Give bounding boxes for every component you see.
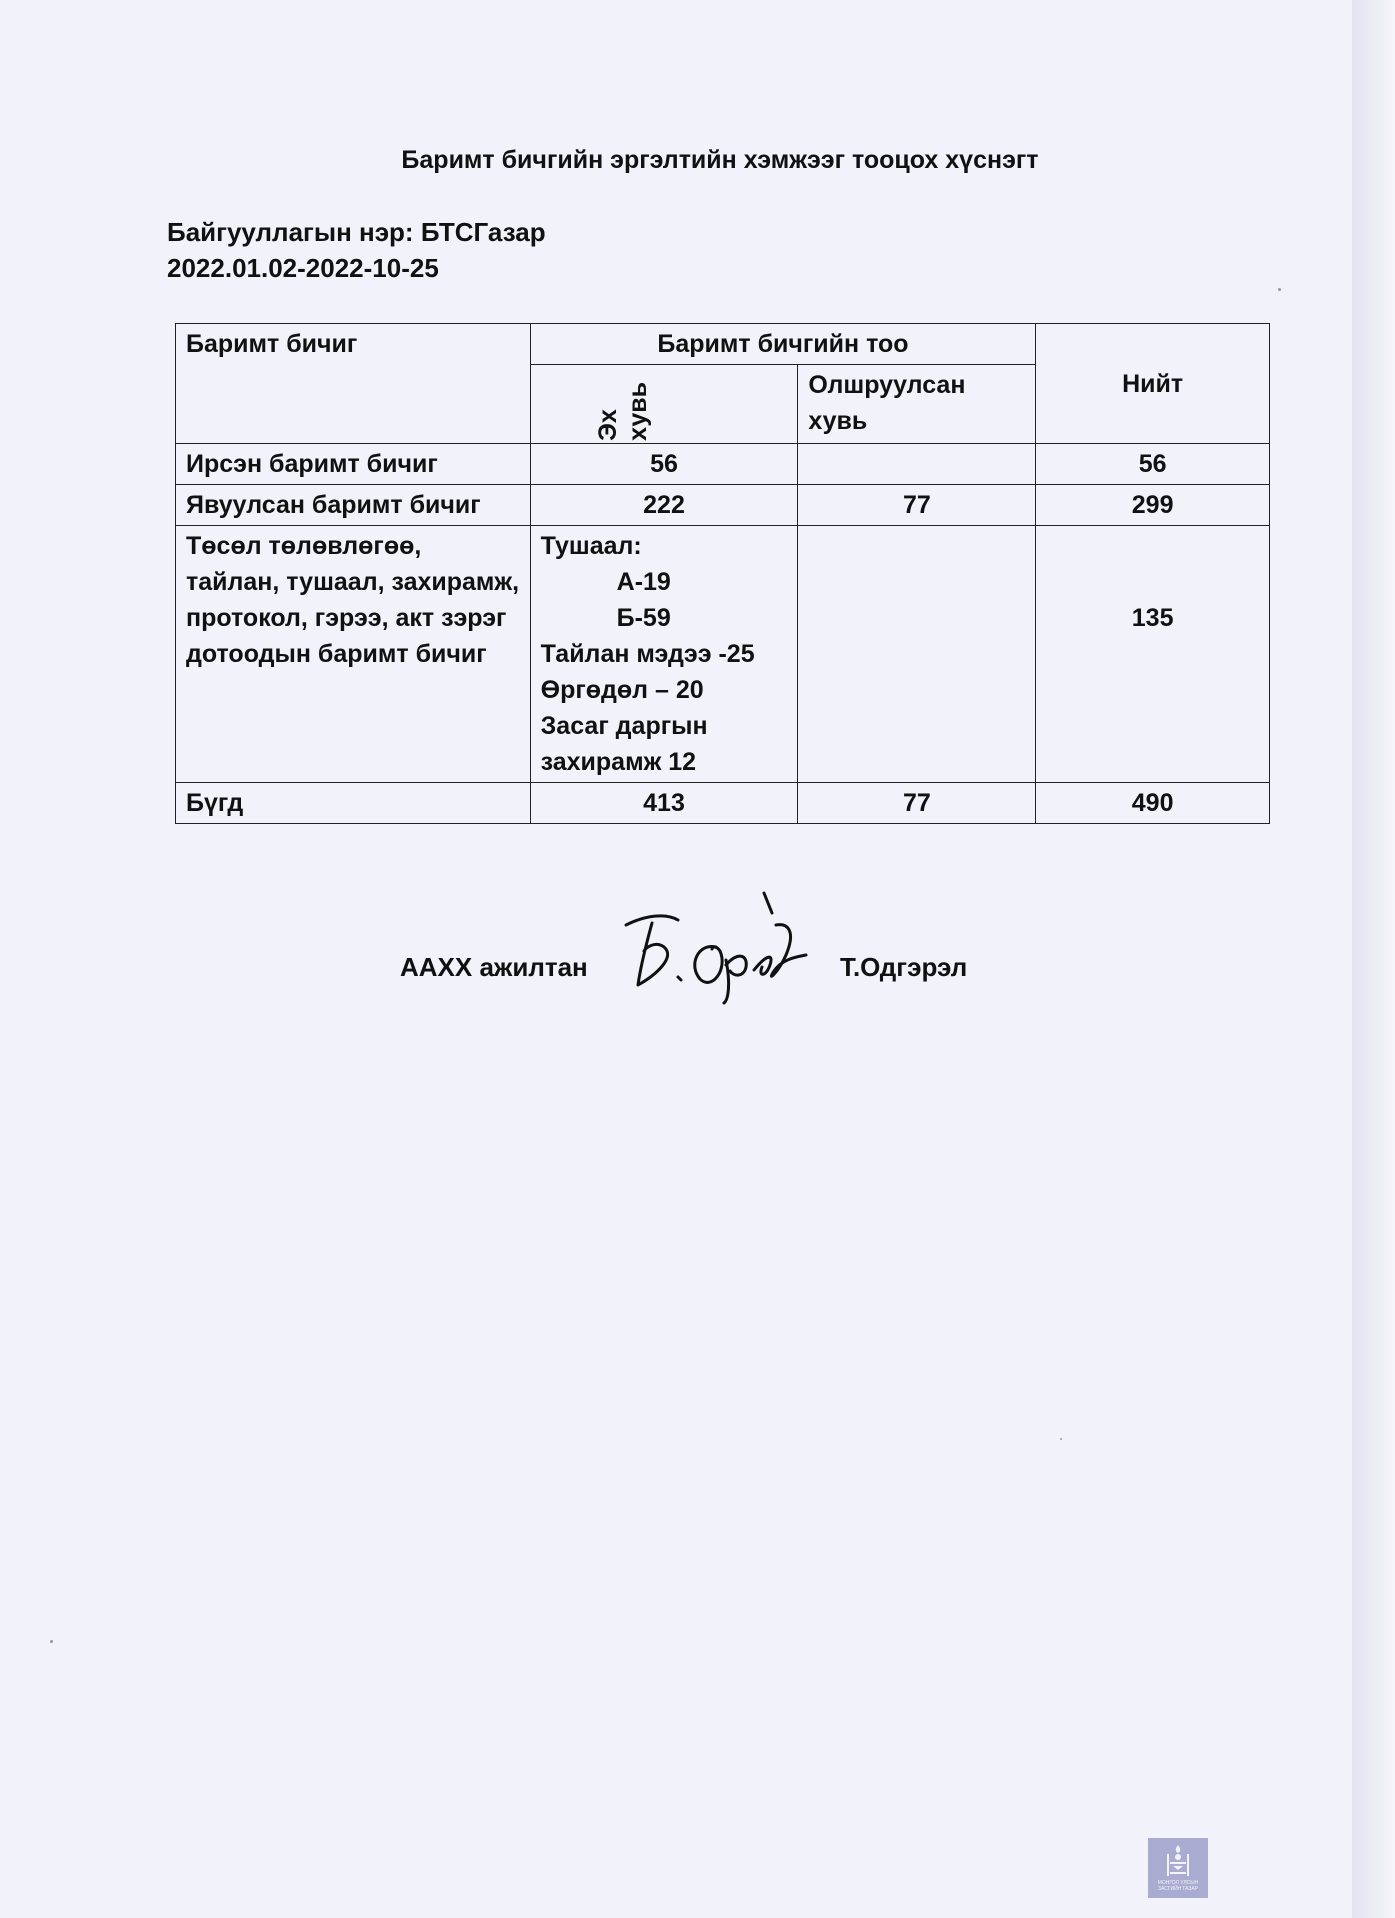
breakdown-item: Засаг даргын захирамж 12 <box>540 712 708 776</box>
header-document: Баримт бичиг <box>176 324 531 444</box>
row-total: 135 <box>1036 526 1270 783</box>
row-copies <box>798 526 1036 783</box>
row-total: 56 <box>1036 444 1270 485</box>
breakdown-heading: Тушаал: <box>540 532 642 560</box>
breakdown-item: Тайлан мэдээ -25 <box>540 640 755 668</box>
row-original: 222 <box>530 485 798 526</box>
row-breakdown <box>530 526 798 783</box>
row-original: 56 <box>530 444 798 485</box>
summary-total: 490 <box>1036 783 1270 824</box>
scan-speck <box>1278 288 1281 291</box>
summary-original: 413 <box>530 783 798 824</box>
handwritten-signature <box>616 885 816 1010</box>
row-label: Ирсэн баримт бичиг <box>176 444 531 485</box>
document-turnover-table <box>175 323 1270 824</box>
summary-copies: 77 <box>798 783 1036 824</box>
row-label: Төсөл төлөвлөгөө, тайлан, тушаал, захирамж, протокол, гэрээ, акт зэрэг дотоодын баримт бичиг <box>176 526 531 783</box>
header-copies: Олшруулсан хувь <box>798 365 1036 444</box>
organization-name: Байгууллагын нэр: БТСГазар <box>167 217 546 247</box>
row-copies: 77 <box>798 485 1036 526</box>
table-row <box>176 485 1270 526</box>
breakdown-item: Өргөдөл – 20 <box>540 676 704 704</box>
government-emblem-icon <box>1148 1838 1208 1898</box>
signer-name: Т.Одгэрэл <box>840 952 968 982</box>
scan-edge <box>1352 0 1395 1918</box>
header-original: Эх хувь <box>593 382 652 441</box>
table-header-row <box>176 324 1270 365</box>
row-copies <box>798 444 1036 485</box>
report-period: 2022.01.02-2022-10-25 <box>167 253 439 283</box>
row-label: Явуулсан баримт бичиг <box>176 485 531 526</box>
scan-speck <box>50 1640 53 1643</box>
header-total: Нийт <box>1036 324 1270 444</box>
header-count: Баримт бичгийн тоо <box>530 324 1036 365</box>
emblem-caption: МОНГОЛ УЛСЫН ЗАСГИЙН ГАЗАР <box>1157 1880 1199 1892</box>
document-title: Баримт бичгийн эргэлтийн хэмжээг тооцох хүснэгт <box>401 146 1039 174</box>
signer-role: ААХХ ажилтан <box>400 952 588 982</box>
header-original-cell <box>530 365 798 444</box>
soyombo-icon <box>1164 1844 1192 1880</box>
breakdown-item: Б-59 <box>616 604 671 632</box>
summary-label: Бүгд <box>176 783 531 824</box>
table-row <box>176 526 1270 783</box>
table-summary-row <box>176 783 1270 824</box>
table-row <box>176 444 1270 485</box>
row-total: 299 <box>1036 485 1270 526</box>
breakdown-item: А-19 <box>616 568 671 596</box>
scan-speck <box>1060 1438 1062 1440</box>
